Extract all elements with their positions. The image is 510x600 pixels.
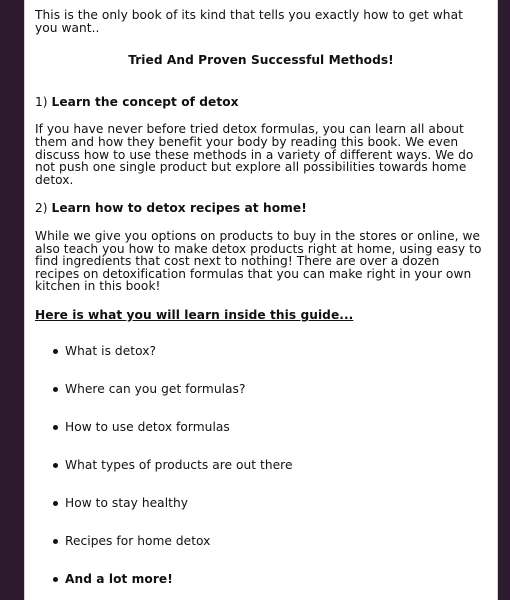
- section-1-title: Learn the concept of detox: [51, 94, 239, 109]
- bullet-icon: [53, 463, 58, 468]
- topic-list: [35, 345, 487, 586]
- topic-label: Recipes for home detox: [65, 533, 211, 548]
- right-background: [496, 0, 510, 600]
- section-2-body: While we give you options on products to buy in the stores or online, we also teach you how to make detox products right at home, using easy to find ingredients that cost next to nothing! There are over a dozen recipes on detoxification formulas that you can make right in your own kitchen in this book!: [35, 228, 482, 294]
- topic-label: Where can you get formulas?: [65, 381, 246, 396]
- guide-heading: Here is what you will learn inside this guide...: [35, 307, 354, 322]
- list-item: [51, 459, 487, 472]
- bullet-icon: [53, 349, 58, 354]
- section-1-number: 1): [35, 94, 48, 109]
- topic-label: And a lot more!: [65, 572, 173, 587]
- topic-label: What is detox?: [65, 343, 156, 358]
- section-2-title: Learn how to detox recipes at home!: [51, 201, 307, 216]
- tagline-heading: Tried And Proven Successful Methods!: [128, 53, 394, 68]
- sales-page: [24, 0, 498, 600]
- list-item: [51, 383, 487, 396]
- list-item: [51, 421, 487, 434]
- left-background: [0, 0, 24, 600]
- section-2-number: 2): [35, 201, 48, 216]
- bullet-icon: [53, 425, 58, 430]
- topic-label: What types of products are out there: [65, 457, 293, 472]
- page-content: [25, 0, 497, 586]
- section-1-heading: [35, 96, 487, 109]
- list-item: [51, 497, 487, 510]
- topic-label: How to use detox formulas: [65, 419, 230, 434]
- section-2-heading: [35, 202, 487, 215]
- list-item: [51, 573, 487, 586]
- list-item: [51, 345, 487, 358]
- topic-label: How to stay healthy: [65, 495, 188, 510]
- list-item: [51, 535, 487, 548]
- bullet-icon: [53, 501, 58, 506]
- bullet-icon: [53, 577, 58, 582]
- bullet-icon: [53, 539, 58, 544]
- bullet-icon: [53, 387, 58, 392]
- intro-text: This is the only book of its kind that tells you exactly how to get what you want..: [35, 8, 463, 35]
- section-1-body: If you have never before tried detox formulas, you can learn all about them and how they benefit your body by reading this book. We even discuss how to use these methods in a variety of different ways. We do not push one single product but explore all possibilities towards home detox.: [35, 122, 474, 187]
